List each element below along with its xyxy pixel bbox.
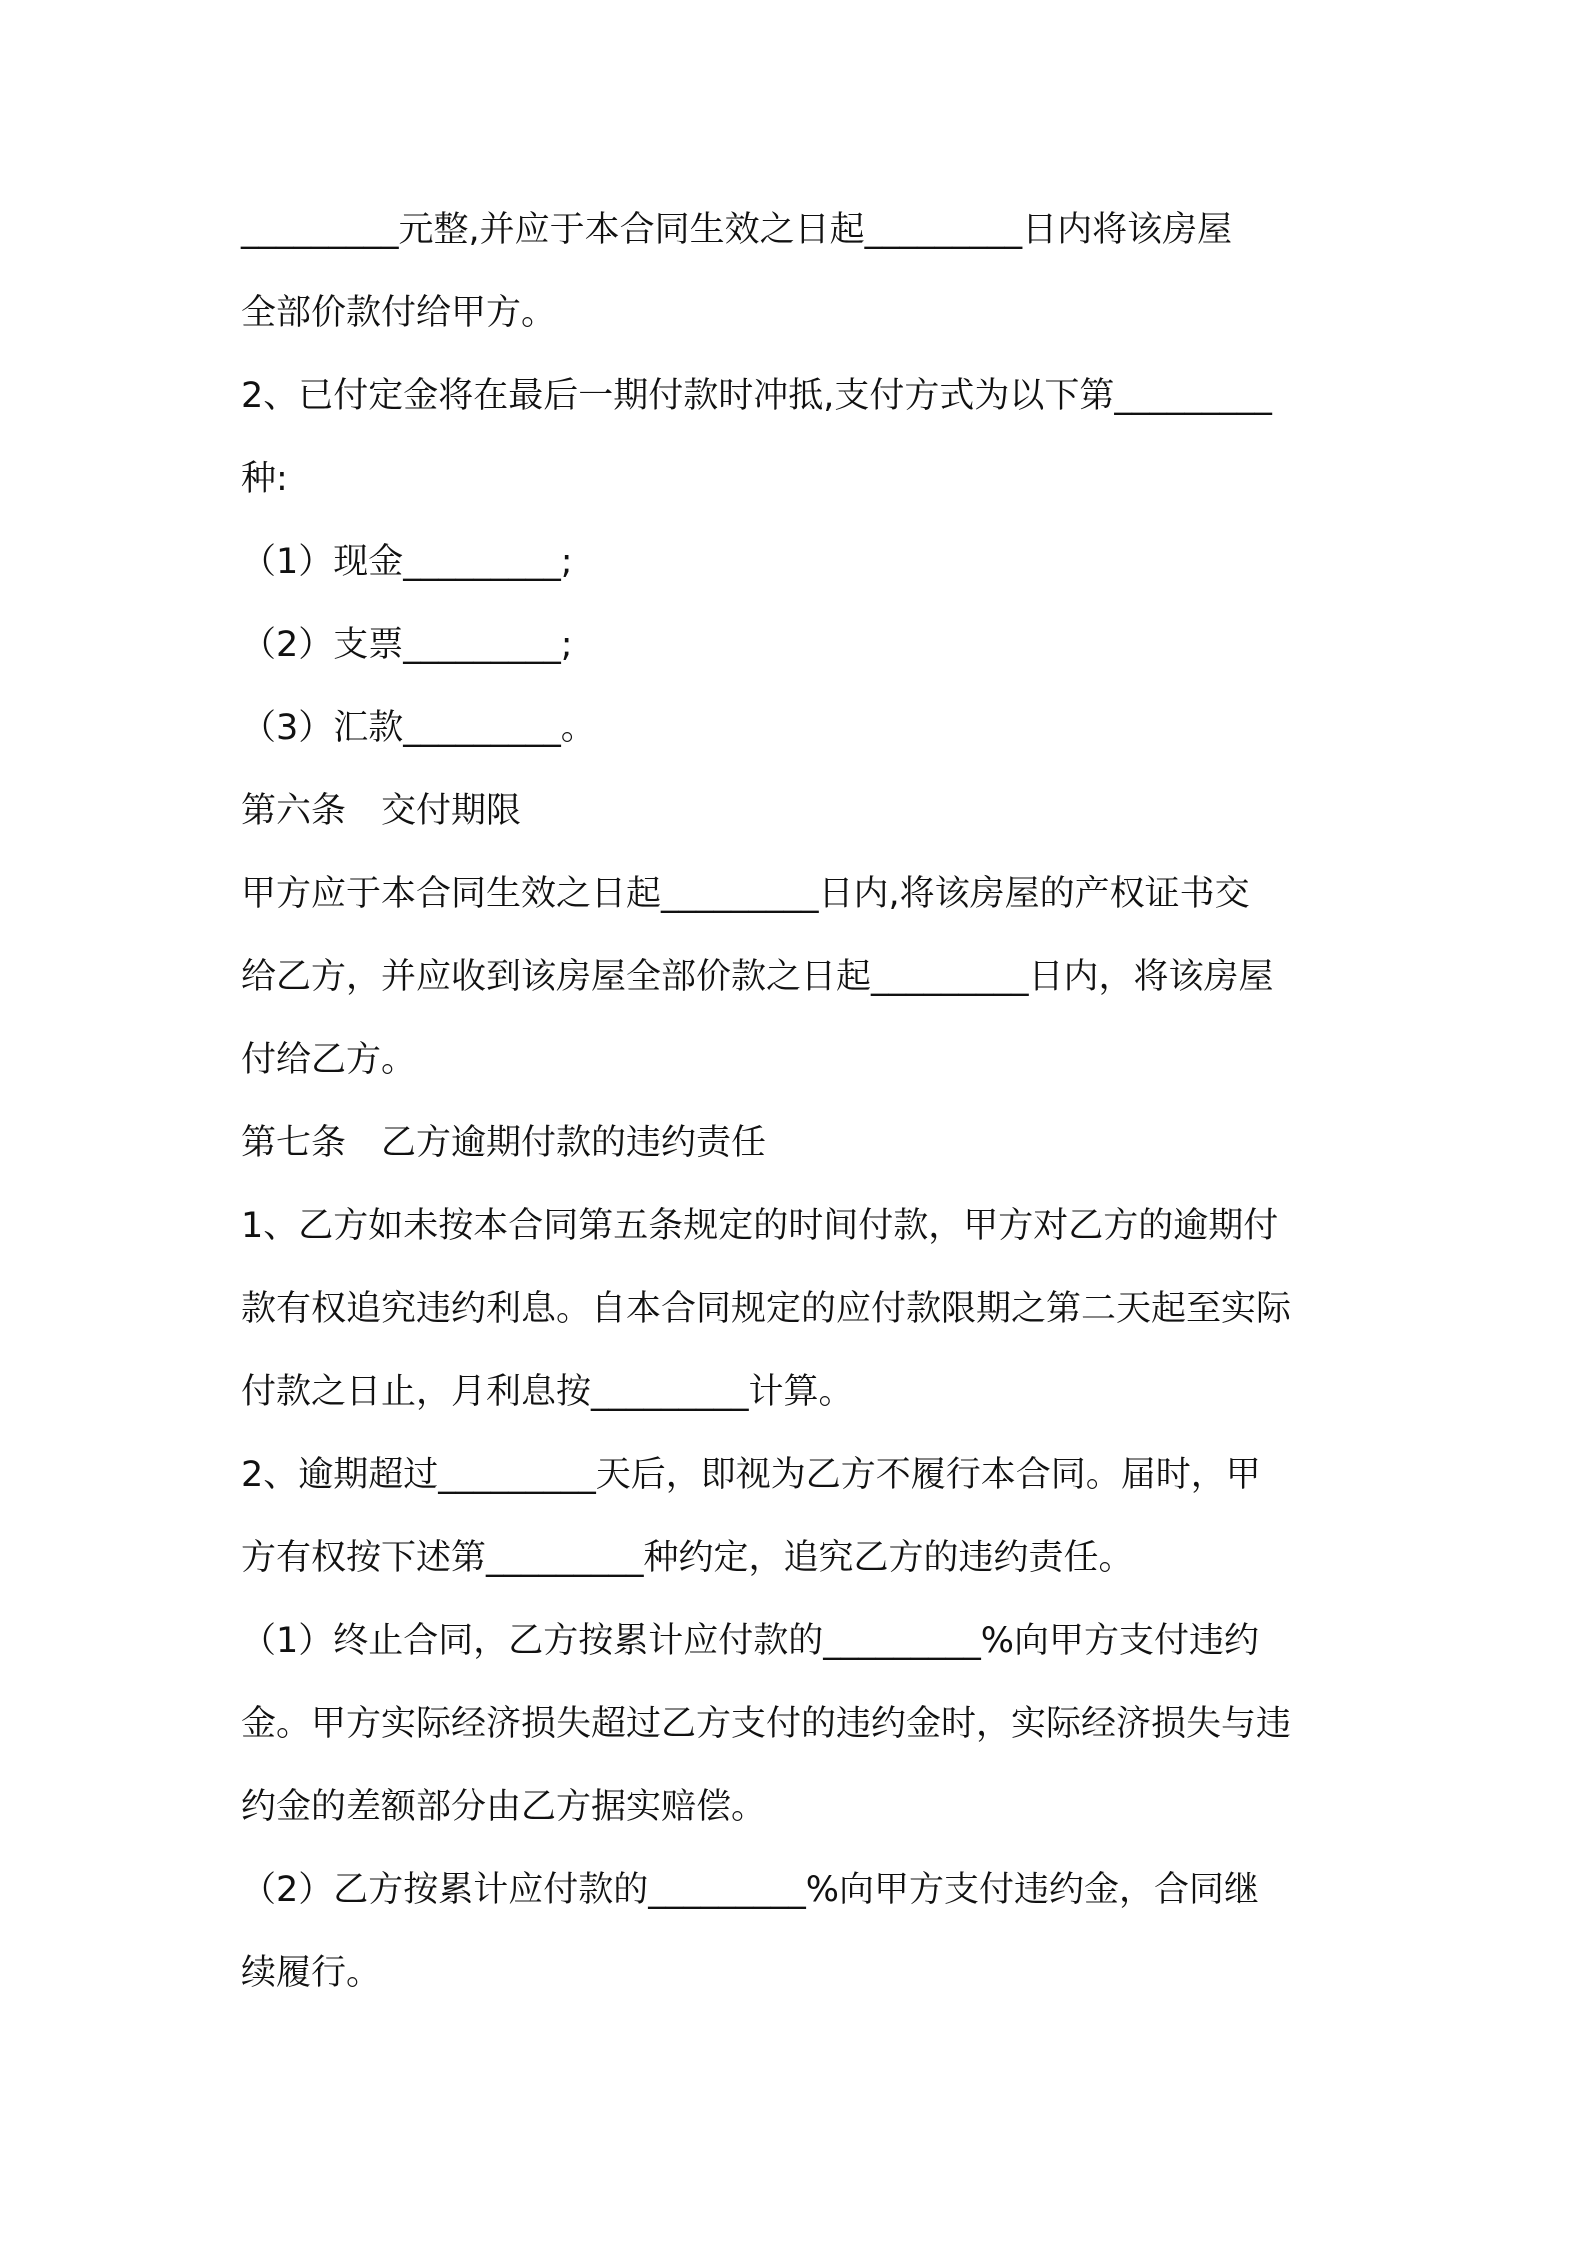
text-line-14: 款有权追究违约利息。自本合同规定的应付款限期之第二天起至实际: [241, 1289, 1292, 1329]
text-line-22: 续履行。: [241, 1953, 382, 1993]
text-line-15: 付款之日止，月利息按_________计算。: [241, 1372, 854, 1412]
text-line-18: （1）终止合同，乙方按累计应付款的_________%向甲方支付违约: [241, 1621, 1260, 1661]
text-line-1: _________元整,并应于本合同生效之日起_________日内将该房屋: [241, 210, 1233, 250]
text-line-13: 1、乙方如未按本合同第五条规定的时间付款，甲方对乙方的逾期付: [241, 1206, 1279, 1246]
text-line-16: 2、逾期超过_________天后，即视为乙方不履行本合同。届时，甲: [241, 1455, 1261, 1495]
text-line-19: 金。甲方实际经济损失超过乙方支付的违约金时，实际经济损失与违: [241, 1704, 1292, 1744]
text-line-2: 全部价款付给甲方。: [241, 293, 557, 333]
text-line-3: 2、已付定金将在最后一期付款时冲抵,支付方式为以下第_________: [241, 376, 1272, 416]
option-remittance: （3）汇款_________。: [241, 708, 596, 748]
article-6-heading: 第六条 交付期限: [241, 791, 522, 831]
option-cash: （1）现金_________;: [241, 542, 573, 582]
option-check: （2）支票_________;: [241, 625, 573, 665]
text-line-17: 方有权按下述第_________种约定，追究乙方的违约责任。: [241, 1538, 1134, 1578]
article-7-heading: 第七条 乙方逾期付款的违约责任: [241, 1123, 767, 1163]
text-line-10: 给乙方，并应收到该房屋全部价款之日起_________日内，将该房屋: [241, 957, 1274, 997]
text-line-20: 约金的差额部分由乙方据实赔偿。: [241, 1787, 767, 1827]
text-line-9: 甲方应于本合同生效之日起_________日内,将该房屋的产权证书交: [241, 874, 1250, 914]
text-line-11: 付给乙方。: [241, 1040, 417, 1080]
text-line-21: （2）乙方按累计应付款的_________%向甲方支付违约金，合同继: [241, 1870, 1260, 1910]
text-line-4: 种:: [241, 459, 288, 499]
